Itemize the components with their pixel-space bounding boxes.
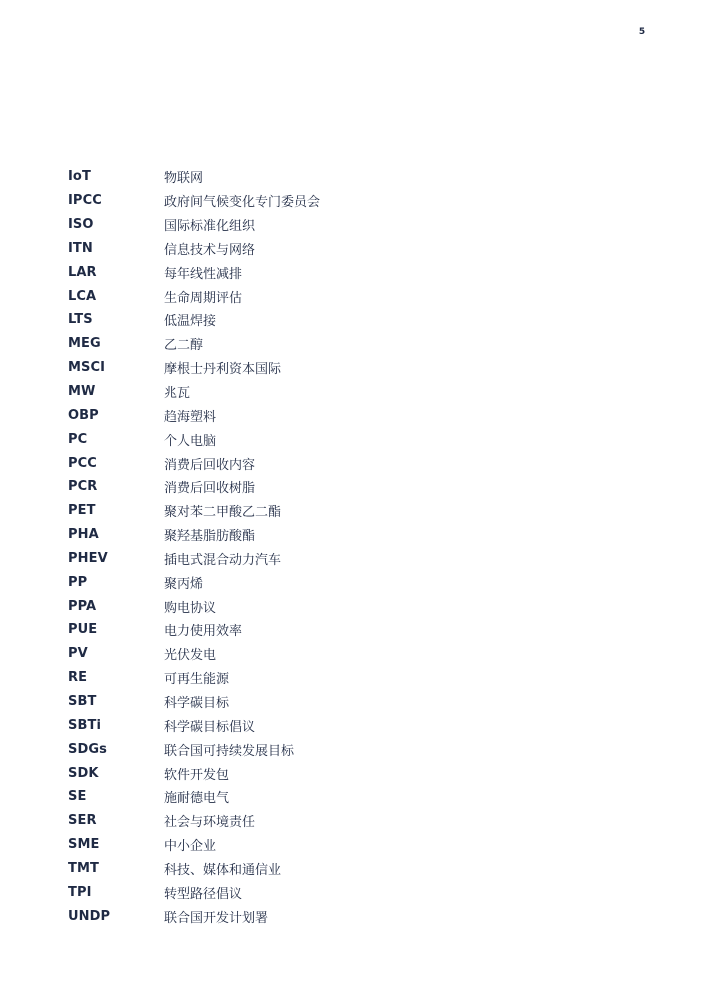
glossary-term: SER (68, 813, 97, 829)
glossary-row (68, 427, 628, 451)
glossary-row (68, 761, 628, 785)
glossary-row (68, 332, 628, 356)
glossary-term: MW (68, 384, 96, 400)
glossary-row (68, 809, 628, 833)
glossary-term: SME (68, 837, 100, 853)
glossary-definition: 电力使用效率 (164, 624, 243, 640)
glossary-definition: 国际标准化组织 (164, 219, 256, 235)
glossary-term: PCR (68, 479, 98, 495)
glossary-definition: 乙二醇 (164, 338, 204, 354)
glossary-definition: 施耐德电气 (164, 791, 230, 807)
glossary-term: SDK (68, 765, 99, 781)
glossary-row (68, 403, 628, 427)
glossary-definition: 聚对苯二甲酸乙二酯 (164, 505, 282, 521)
glossary-term: LCA (68, 288, 97, 304)
glossary-row (68, 594, 628, 618)
glossary-definition: 消费后回收树脂 (164, 481, 256, 497)
glossary-row (68, 618, 628, 642)
glossary-term: SBT (68, 693, 97, 709)
glossary-list (68, 165, 628, 928)
glossary-term: LTS (68, 312, 93, 328)
glossary-row (68, 165, 628, 189)
glossary-row (68, 499, 628, 523)
glossary-definition: 软件开发包 (164, 767, 230, 783)
glossary-definition: 聚丙烯 (164, 576, 204, 592)
glossary-term: PC (68, 431, 88, 447)
glossary-definition: 生命周期评估 (164, 290, 243, 306)
glossary-term: PHA (68, 527, 99, 543)
page-number: 5 (638, 27, 646, 37)
glossary-term: SBTi (68, 717, 101, 733)
glossary-row (68, 666, 628, 690)
glossary-row (68, 451, 628, 475)
glossary-row (68, 833, 628, 857)
glossary-definition: 信息技术与网络 (164, 242, 256, 258)
glossary-definition: 低温焊接 (164, 314, 217, 330)
glossary-row (68, 380, 628, 404)
glossary-row (68, 237, 628, 261)
glossary-term: SDGs (68, 741, 107, 757)
glossary-term: PCC (68, 455, 97, 471)
glossary-row (68, 880, 628, 904)
glossary-definition: 光伏发电 (164, 648, 217, 664)
glossary-row (68, 737, 628, 761)
glossary-term: PHEV (68, 550, 108, 566)
glossary-row (68, 642, 628, 666)
glossary-row (68, 904, 628, 928)
glossary-row (68, 475, 628, 499)
glossary-definition: 社会与环境责任 (164, 815, 256, 831)
glossary-definition: 联合国可持续发展目标 (164, 743, 295, 759)
glossary-row (68, 356, 628, 380)
glossary-term: MEG (68, 336, 101, 352)
glossary-definition: 每年线性减排 (164, 266, 243, 282)
glossary-term: OBP (68, 407, 99, 423)
glossary-definition: 物联网 (164, 171, 204, 187)
glossary-definition: 科学碳目标 (164, 695, 230, 711)
glossary-row (68, 189, 628, 213)
glossary-definition: 趋海塑料 (164, 409, 217, 425)
glossary-row (68, 284, 628, 308)
glossary-definition: 可再生能源 (164, 672, 230, 688)
glossary-definition: 聚羟基脂肪酸酯 (164, 529, 256, 545)
glossary-definition: 兆瓦 (164, 386, 191, 402)
glossary-term: ISO (68, 217, 94, 233)
glossary-definition: 联合国开发计划署 (164, 910, 269, 926)
glossary-row (68, 713, 628, 737)
glossary-definition: 购电协议 (164, 600, 217, 616)
glossary-term: UNDP (68, 908, 111, 924)
glossary-row (68, 213, 628, 237)
glossary-term: ITN (68, 240, 93, 256)
glossary-term: TMT (68, 860, 99, 876)
glossary-definition: 政府间气候变化专门委员会 (164, 195, 321, 211)
glossary-definition: 科学碳目标倡议 (164, 719, 256, 735)
glossary-definition: 插电式混合动力汽车 (164, 552, 282, 568)
glossary-term: MSCI (68, 360, 106, 376)
glossary-row (68, 523, 628, 547)
glossary-definition: 消费后回收内容 (164, 457, 256, 473)
glossary-term: TPI (68, 884, 92, 900)
glossary-definition: 摩根士丹利资本国际 (164, 362, 282, 378)
glossary-row (68, 260, 628, 284)
glossary-term: PET (68, 503, 96, 519)
glossary-term: IPCC (68, 193, 102, 209)
glossary-row (68, 690, 628, 714)
glossary-definition: 个人电脑 (164, 433, 217, 449)
glossary-term: IoT (68, 169, 91, 185)
glossary-definition: 中小企业 (164, 839, 217, 855)
glossary-term: PP (68, 574, 88, 590)
glossary-term: LAR (68, 264, 97, 280)
glossary-row (68, 856, 628, 880)
glossary-row (68, 308, 628, 332)
glossary-term: RE (68, 670, 88, 686)
glossary-term: PPA (68, 598, 97, 614)
glossary-definition: 转型路径倡议 (164, 886, 243, 902)
glossary-term: PV (68, 646, 88, 662)
glossary-row (68, 785, 628, 809)
glossary-row (68, 570, 628, 594)
glossary-term: SE (68, 789, 87, 805)
glossary-row (68, 547, 628, 571)
glossary-definition: 科技、媒体和通信业 (164, 862, 282, 878)
glossary-term: PUE (68, 622, 98, 638)
